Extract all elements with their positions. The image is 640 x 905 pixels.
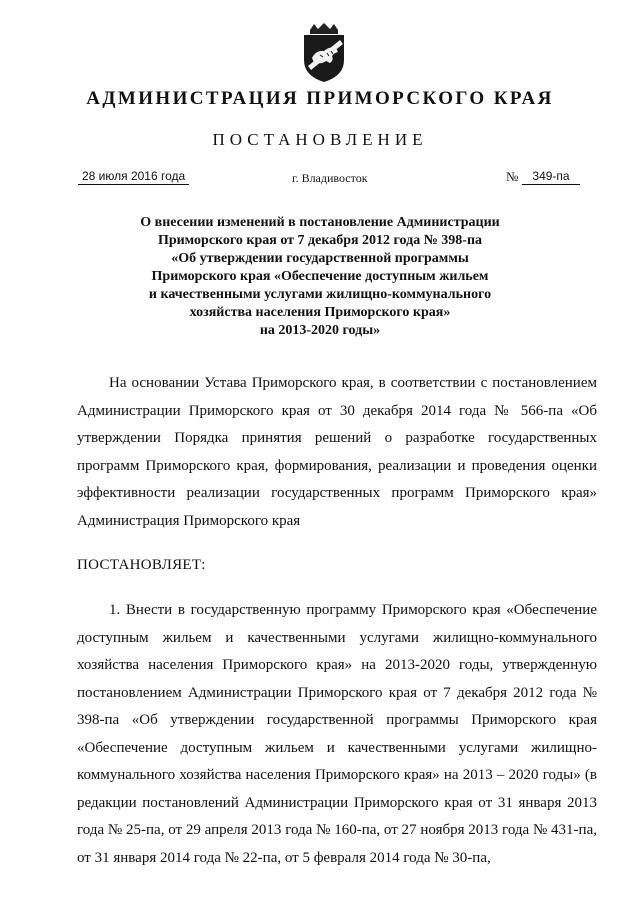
number-sign: № [506, 169, 519, 184]
subject-line: и качественными услугами жилищно-коммунального [148, 287, 492, 302]
organization-title: АДМИНИСТРАЦИЯ ПРИМОРСКОГО КРАЯ [86, 88, 554, 109]
subject-line: Приморского края от 7 декабря 2012 года № 398-па [157, 233, 483, 248]
subject-line: на 2013-2020 годы» [259, 323, 381, 338]
coat-of-arms-icon [296, 22, 352, 84]
subject-line: хозяйства населения Приморского края» [189, 305, 451, 320]
document-number: 349-па [522, 169, 580, 185]
subject-line: «Об утверждении государственной программы [171, 251, 469, 266]
document-date: 28 июля 2016 года [78, 169, 189, 185]
decree-heading: ПОСТАНОВЛЯЕТ: [77, 557, 206, 573]
preamble-paragraph: На основании Устава Приморского края, в соответствии с постановлением Администрации Приморского края от 30 декабря 2014 года № 566-па «Об утверждении Порядка принятия решений о разработке государственных программ Приморского края, формирования, реализации и проведения оценки эффективности реализации государственных программ Приморского края» Администрация Приморского края [77, 375, 597, 529]
item-1-paragraph: 1. Внести в государственную программу Приморского края «Обеспечение доступным жильем и качественными услугами жилищно-коммунального хозяйства населения Приморского края» на 2013-2020 годы, утвержденную постановлением Администрации Приморского края от 7 декабря 2012 года № 398-па «Об утверждении государственной программы Приморского края «Обеспечение доступным жильем и качественными услугами жилищно-коммунального хозяйства населения Приморского края» на 2013 – 2020 годы» (в редакции постановлений Администрации Приморского края от 31 января 2013 года № 25-па, от 29 апреля 2013 года № 160-па, от 27 ноября 2013 года № 431-па, от 31 января 2014 года № 22-па, от 5 февраля 2014 года № 30-па, [77, 602, 597, 866]
subject-line: О внесении изменений в постановление Администрации [140, 215, 500, 230]
document-city: г. Владивосток [292, 171, 368, 185]
meta-row [0, 169, 640, 191]
document-type: ПОСТАНОВЛЕНИЕ [212, 130, 428, 149]
document-subject [0, 214, 640, 340]
subject-line: Приморского края «Обеспечение доступным жильем [151, 269, 489, 284]
